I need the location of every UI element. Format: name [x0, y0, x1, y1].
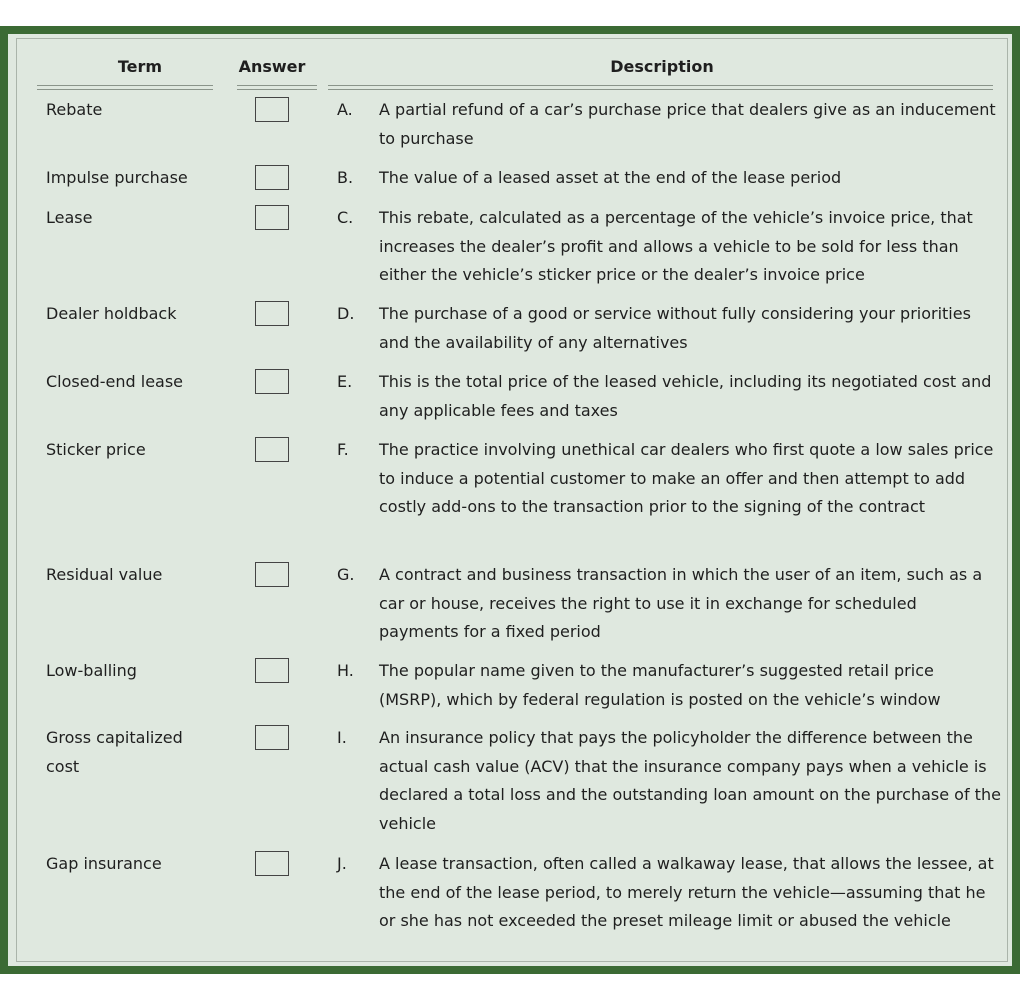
answer-input[interactable] — [255, 658, 289, 683]
description-text: A partial refund of a car’s purchase price that dealers give as an inducement to purchase — [379, 100, 996, 148]
description-letter: E. — [337, 372, 353, 391]
answer-input[interactable] — [255, 301, 289, 326]
description-text: An insurance policy that pays the policyholder the difference between the actual cash value (ACV) that the insurance company pays when a vehicle is declared a total loss and the outstanding loan amount on the purchase of the vehicle — [379, 728, 1001, 833]
term-label: Residual value — [46, 565, 163, 584]
description-letter: F. — [337, 440, 349, 459]
answer-input[interactable] — [255, 562, 289, 587]
answer-input[interactable] — [255, 97, 289, 122]
term-label: Gap insurance — [46, 854, 162, 873]
description-letter: B. — [337, 168, 354, 187]
term-label: Rebate — [46, 100, 103, 119]
term-label: Gross capitalized cost — [46, 728, 183, 776]
description-letter: C. — [337, 208, 354, 227]
answer-input[interactable] — [255, 369, 289, 394]
description-text: This is the total price of the leased vehicle, including its negotiated cost and any applicable fees and taxes — [379, 372, 992, 420]
term-header-rule — [37, 85, 213, 90]
answer-header-rule — [237, 85, 317, 90]
answer-column-header: Answer — [238, 57, 306, 76]
description-letter: I. — [337, 728, 347, 747]
description-text: This rebate, calculated as a percentage of the vehicle’s invoice price, that increases the dealer’s profit and allows a vehicle to be sold for less than either the vehicle’s sticker price or the dealer’s invoice price — [379, 208, 973, 284]
description-text: A contract and business transaction in which the user of an item, such as a car or house, receives the right to use it in exchange for scheduled payments for a fixed period — [379, 565, 983, 641]
description-letter: J. — [337, 854, 347, 873]
description-text: The popular name given to the manufacturer’s suggested retail price (MSRP), which by federal regulation is posted on the vehicle’s window — [379, 661, 941, 709]
answer-input[interactable] — [255, 205, 289, 230]
answer-input[interactable] — [255, 725, 289, 750]
term-label: Sticker price — [46, 440, 146, 459]
description-header-rule — [328, 85, 993, 90]
term-label: Dealer holdback — [46, 304, 177, 323]
term-column-header: Term — [117, 57, 163, 76]
matching-exercise-frame — [0, 26, 1020, 974]
description-text: The purchase of a good or service without fully considering your priorities and the availability of any alternatives — [379, 304, 971, 352]
answer-input[interactable] — [255, 437, 289, 462]
description-text: The value of a leased asset at the end of the lease period — [379, 168, 842, 187]
answer-input[interactable] — [255, 165, 289, 190]
description-letter: G. — [337, 565, 355, 584]
matching-table — [16, 38, 1008, 962]
description-letter: H. — [337, 661, 354, 680]
answer-input[interactable] — [255, 851, 289, 876]
description-letter: D. — [337, 304, 355, 323]
description-text: The practice involving unethical car dealers who first quote a low sales price to induce a potential customer to make an offer and then attempt to add costly add-ons to the transaction prior to the signing of the contract — [379, 440, 994, 516]
term-label: Lease — [46, 208, 93, 227]
term-label: Low-balling — [46, 661, 137, 680]
term-label: Impulse purchase — [46, 168, 188, 187]
description-text: A lease transaction, often called a walkaway lease, that allows the lessee, at the end of the lease period, to merely return the vehicle—assuming that he or she has not exceeded the preset mileage limit or abused the vehicle — [379, 854, 994, 930]
description-letter: A. — [337, 100, 353, 119]
term-label: Closed-end lease — [46, 372, 184, 391]
description-column-header: Description — [610, 57, 714, 76]
